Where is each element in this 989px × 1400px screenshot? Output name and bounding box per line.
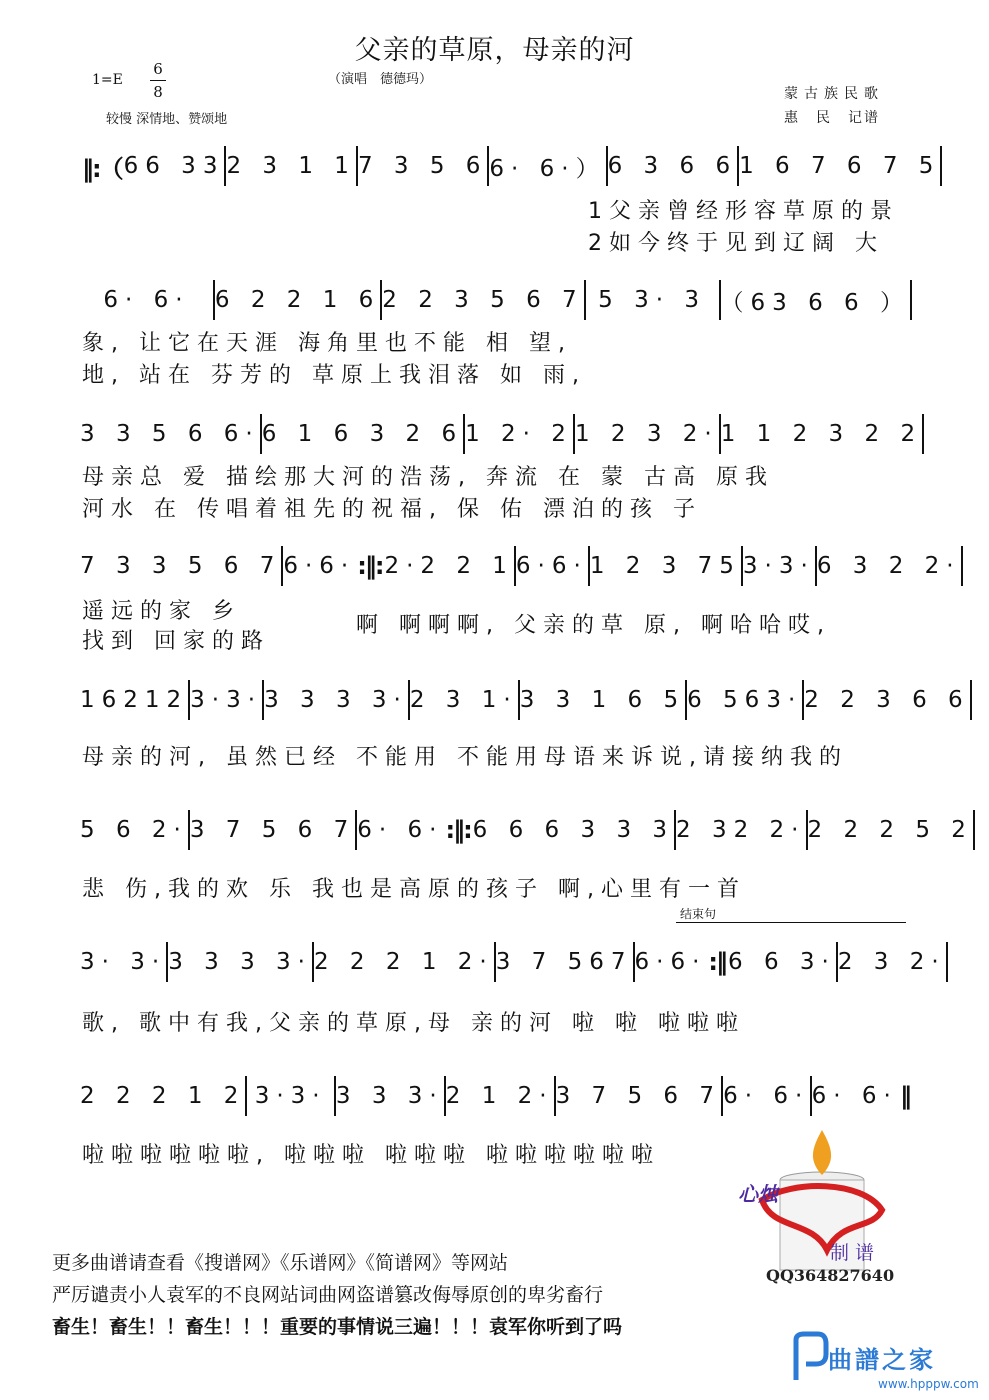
measure: 2 2 2 5 2 [807,817,973,843]
origin-label: 蒙古族民歌 [784,86,884,102]
barline [910,280,912,320]
lyric-line: 母亲总 爱 描绘那大河的浩荡, 奔流 在 蒙 古高 原我 [82,465,774,490]
measure: 2 2 2 1 2 [80,1083,246,1109]
measure: 6 1 6 3 2 6 [261,421,464,447]
score-system-6 [80,808,973,852]
score-system-7 [80,940,946,984]
footer-line-2: 严厉谴责小人袁军的不良网站词曲网盗谱篡改侮辱原创的卑劣畜行 [52,1284,604,1306]
lyric-line: 母亲的河, 虽然已经 不能用 不能用母语来诉说,请接纳我的 [82,745,848,770]
lyric-line: 啊 啊啊啊, 父亲的草 原, 啊哈哈哎, [356,613,831,638]
barline [973,810,975,850]
measure: 3·3· [254,1083,327,1109]
barline [970,680,972,720]
measure: 2 32 2· [676,817,806,843]
measure: 3 3 3 3· [264,687,408,713]
barline [961,546,963,586]
lyric-line: 地, 站在 芬芳的 草原上我泪落 如 雨, [82,363,586,388]
meter-bottom: 8 [153,83,163,101]
site-logo-text: 曲譜之家 [828,1346,936,1374]
measure: 6 6 3· [728,949,836,975]
watermark-signature: 心烛 [738,1182,778,1206]
measure: 6· 6· [357,817,444,843]
measure: 7 3 3 5 6 7 [80,553,282,579]
measure: 1 6 7 6 7 5 [739,153,941,179]
lyric-line: 悲 伤,我的欢 乐 我也是高原的孩子 啊,心里有一首 [82,877,746,902]
measure: 6 563· [687,687,803,713]
measure: 6 3 6 6 [607,153,738,179]
measure: 3·3· [742,553,815,579]
repeat-end-start-sign: :‖: [445,816,471,844]
score-system-4 [80,544,961,588]
measure: 3·3· [190,687,263,713]
measure: （63 6 6 ） [720,289,910,316]
score-system-2 [80,278,912,322]
watermark-credit: 制谱 [830,1242,881,1264]
measure: 5 3· 3 [598,287,707,313]
measure: 6· 6· [103,287,190,313]
measure: 2 2 3 6 6 [804,687,970,713]
meter-divider [150,80,166,81]
measure: 7 3 5 6 [357,153,488,179]
repeat-end-sign: :‖ [708,948,727,976]
measure: 5 6 2· [80,817,188,843]
footer-line-1: 更多曲谱请查看《搜谱网》《乐谱网》《简谱网》等网站 [52,1252,509,1274]
watermark-qq: QQ364827640 [766,1266,895,1285]
measure: 1 1 2 3 2 2 [720,421,923,447]
measure: 16212 [80,687,189,713]
measure: 1 2 3 2· [574,421,719,447]
measure: 6·6· [515,553,588,579]
meter-top: 6 [153,60,163,78]
measure: 2 1 2· [445,1083,554,1109]
measure: 6· 6·） [489,155,606,182]
final-barline: ‖ [899,1082,910,1110]
measure: 6·6· [634,949,707,975]
lyric-line: 找到 回家的路 [82,629,270,654]
score-system-5 [80,678,970,722]
measure: 3 3 3 3· [168,949,312,975]
lyric-line: 歌, 歌中有我,父亲的草原,母 亲的河 啦 啦 啦啦啦 [82,1011,745,1036]
measure: 6 3 2 2· [816,553,961,579]
score-system-1 [80,144,941,188]
barline [946,942,948,982]
measure: 6 6 6 3 3 3 [472,817,675,843]
lyric-line: 象, 让它在天涯 海角里也不能 相 望, [82,331,572,356]
ending-bracket-line [676,922,906,923]
measure: 3· 3· [80,949,167,975]
measure: 3 3 5 6 6· [80,421,260,447]
repeat-start-sign: ‖:（ [82,154,122,183]
measure: 3 7 5 6 7 [555,1083,722,1109]
measure: 1 2· 2 [465,421,573,447]
score-system-8 [80,1074,912,1118]
lyric-line: 河水 在 传唱着祖先的祝福, 保 佑 漂泊的孩 子 [82,497,702,522]
singer-credit: （演唱 德德玛） [328,72,433,87]
measure: 6 2 2 1 6 [214,287,381,313]
measure: 6· 6· [811,1083,898,1109]
lyric-line: 遥远的家 乡 [82,599,241,624]
site-url: www.hpppw.com [878,1377,979,1391]
score-system-3 [80,412,923,456]
measure: 2 3 1· [409,687,518,713]
ending-label: 结束句 [680,907,717,921]
measure: 6·6· [283,553,356,579]
measure: 3 7 567 [495,949,633,975]
measure: 6· 6· [723,1083,810,1109]
key-signature: 1=E [92,72,123,88]
measure: 3 3 1 6 5 [519,687,686,713]
origin-credit [784,82,884,130]
measure: 2·2 2 1 [384,553,514,579]
song-title: 父亲的草原，母亲的河 [354,35,635,66]
site-logo-icon [790,1330,830,1386]
lyric-line: 1父亲曾经形容草原的景 [588,199,899,224]
footer-line-3: 畜生！畜生！！畜生！！！重要的事情说三遍！！！袁军你听到了吗 [52,1316,623,1338]
recorder-label: 惠 民 记谱 [784,110,880,126]
measure: 2 3 2· [837,949,946,975]
barline [922,414,924,454]
barline [940,146,942,186]
measure: 3 7 5 6 7 [189,817,356,843]
measure: 1 2 3 75 [589,553,741,579]
measure: 2 2 2 1 2· [313,949,494,975]
repeat-end-start-sign: :‖: [357,552,383,580]
measure: 66 33 [123,153,225,179]
lyric-line: 2如今终于见到辽阔 大 [588,231,884,256]
measure: 2 3 1 1 [226,153,356,179]
measure: 2 2 3 5 6 7 [382,287,584,313]
time-signature [150,60,166,101]
candle-flame [813,1130,831,1175]
tempo-marking: 较慢 深情地、赞颂地 [106,112,228,127]
lyric-line: 啦啦啦啦啦啦, 啦啦啦 啦啦啦 啦啦啦啦啦啦 [82,1143,660,1168]
measure: 3 3 3· [335,1083,444,1109]
